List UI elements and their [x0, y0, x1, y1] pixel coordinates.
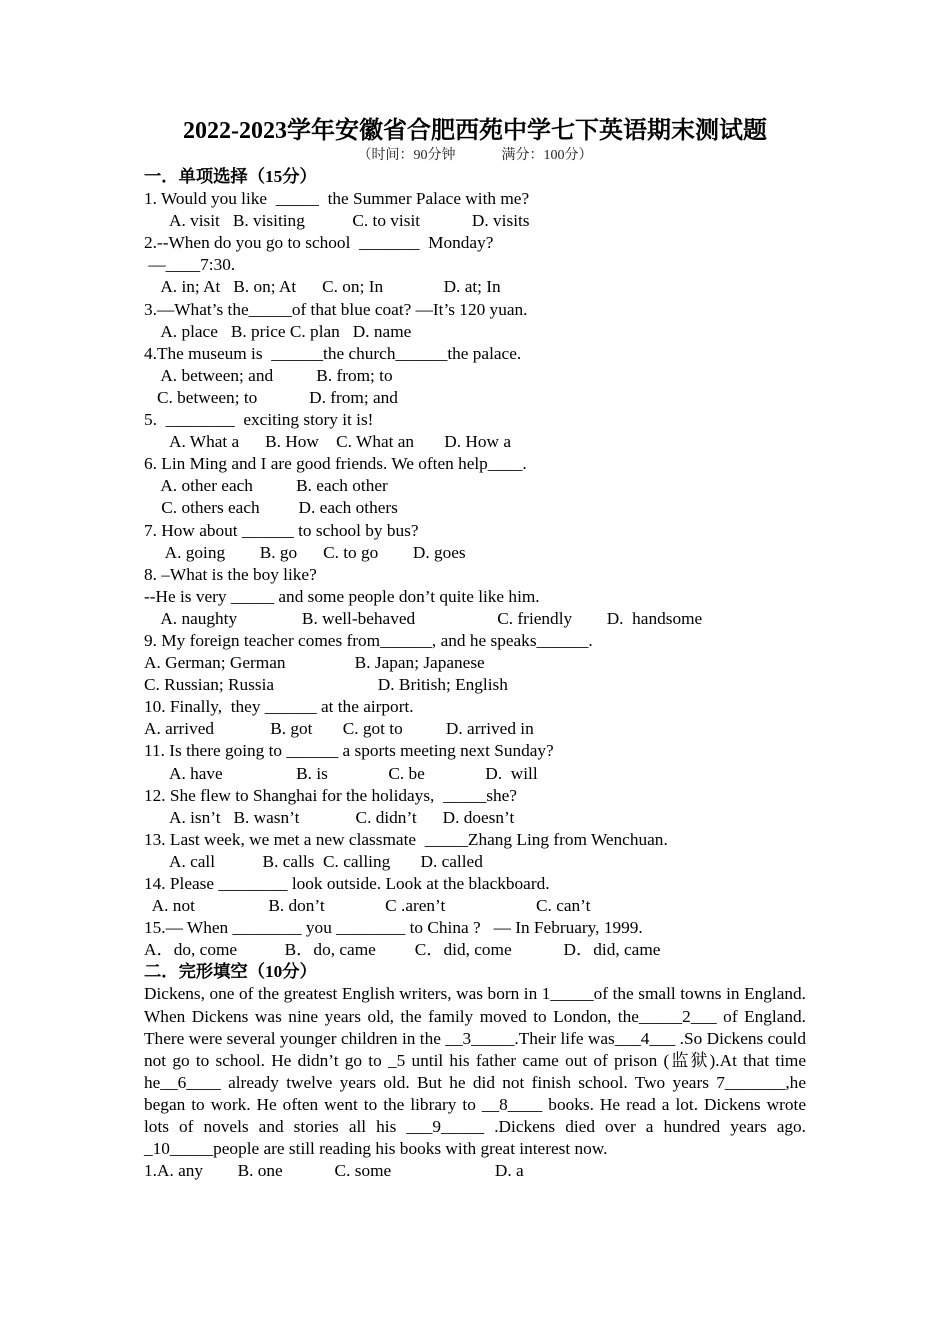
question-line: 11. Is there going to ______ a sports meeting next Sunday? [144, 741, 554, 761]
question-line: A. arrived B. got C. got to D. arrived in [144, 719, 534, 739]
full-score: 满分：100分） [501, 148, 593, 163]
question-line: 8. –What is the boy like? [144, 564, 317, 584]
question-line: C. between; to D. from; and [144, 387, 398, 407]
question-line: 3.—What’s the_____of that blue coat? —It’s 120 yuan. [144, 299, 528, 319]
question-line: 9. My foreign teacher comes from______, and he speaks______. [144, 630, 593, 650]
question-line: A. other each B. each other [144, 476, 388, 496]
exam-content [144, 166, 814, 1182]
exam-info [0, 147, 950, 165]
multiple-choice-section [144, 188, 814, 961]
question-line: 1. Would you like _____ the Summer Palace with me? [144, 189, 530, 209]
question-line: 13. Last week, we met a new classmate _____Zhang Ling from Wenchuan. [144, 829, 668, 849]
question-line: A．do, come B．do, came C．did, come D．did, came [144, 940, 661, 960]
question-line: A. between; and B. from; to [144, 365, 393, 385]
question-line: 5. ________ exciting story it is! [144, 410, 374, 430]
question-line: A. What a B. How C. What an D. How a [144, 432, 512, 452]
question-line: A. naughty B. well-behaved C. friendly D. handsome [144, 608, 703, 628]
question-line: A. isn’t B. wasn’t C. didn’t D. doesn’t [144, 807, 515, 827]
question-line: 2.--When do you go to school _______ Monday? [144, 233, 494, 253]
question-line: C. Russian; Russia D. British; English [144, 675, 508, 695]
question-line: A. in; At B. on; At C. on; In D. at; In [144, 277, 501, 297]
question-line: A. visit B. visiting C. to visit D. visits [144, 211, 530, 231]
section-heading: 二．完形填空（10分） [144, 962, 317, 982]
question-line: 7. How about ______ to school by bus? [144, 520, 419, 540]
page-title: 2022-2023学年安徽省合肥西苑中学七下英语期末测试题 [183, 118, 767, 144]
cloze-passage: Dickens, one of the greatest English writers, was born in 1_____of the small towns in England. When Dickens was nine years old, the family moved to London, the_____2___ of England. There were several younger children in the __3_____.Their life was___4___ .So Dickens could not go to school. He didn’t go to _5 until his father came out of prison (监狱).At that time he__6____ already twelve years old. But he did not finish school. Two years 7_______,he began to work. He often went to the library to __8____ books. He read a lot. Dickens wrote lots of novels and stories all his ___9_____ .Dickens died over a hundred years ago. _10_____people are still reading his books with great interest now. [144, 984, 806, 1159]
question-line: A. German; German B. Japan; Japanese [144, 653, 485, 673]
question-line: --He is very _____ and some people don’t quite like him. [144, 586, 540, 606]
time-limit: （时间：90分钟 [357, 148, 456, 163]
question-line: —____7:30. [144, 255, 236, 275]
cloze-options: 1.A. any B. one C. some D. a [144, 1161, 524, 1181]
question-line: A. not B. don’t C .aren’t C. can’t [144, 896, 591, 916]
question-line: 12. She flew to Shanghai for the holidays, _____she? [144, 785, 517, 805]
question-line: 14. Please ________ look outside. Look at the blackboard. [144, 874, 550, 893]
question-line: A. have B. is C. be D. will [144, 763, 538, 783]
question-line: 6. Lin Ming and I are good friends. We often help____. [144, 454, 527, 474]
question-line: A. going B. go C. to go D. goes [144, 542, 466, 562]
question-line: 10. Finally, they ______ at the airport. [144, 697, 414, 717]
section-heading: 一．单项选择（15分） [144, 167, 317, 186]
question-line: 4.The museum is ______the church______the palace. [144, 343, 522, 363]
question-line: C. others each D. each others [144, 498, 398, 518]
question-line: A. call B. calls C. calling D. called [144, 851, 483, 871]
question-line: A. place B. price C. plan D. name [144, 321, 412, 341]
question-line: 15.— When ________ you ________ to China ? — In February, 1999. [144, 918, 643, 938]
